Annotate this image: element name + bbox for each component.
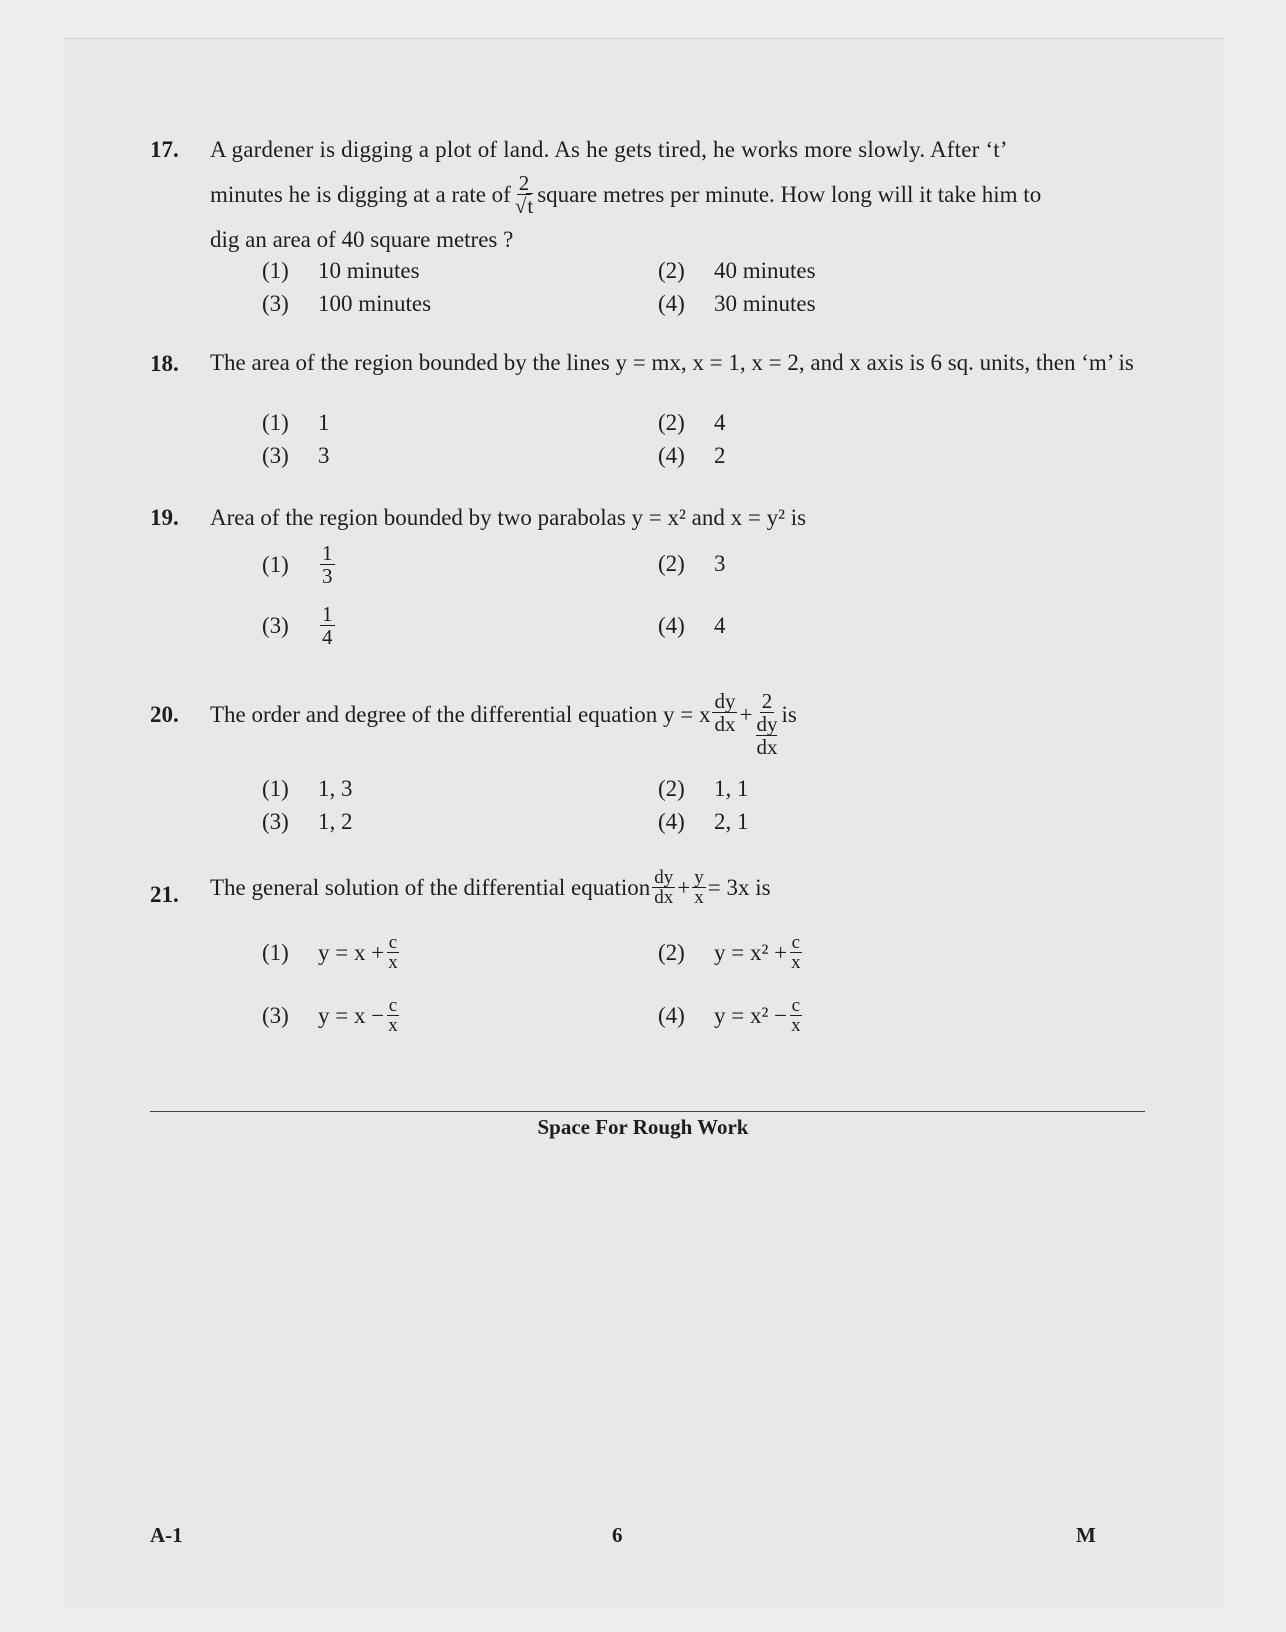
rough-work-label: Space For Rough Work (537, 1115, 749, 1139)
question-text: square metres per minute. How long will it take him to (537, 182, 1042, 207)
question-number: 18. (150, 351, 179, 376)
option-2[interactable]: (2) 1, 1 (658, 776, 749, 801)
question-text: minutes he is digging at a rate of (210, 182, 511, 207)
question-text: A gardener is digging a plot of land. As he gets tired, he works more slowly. After ‘t’ (210, 137, 1008, 162)
option-2[interactable]: (2) 40 minutes (658, 258, 816, 283)
option-1[interactable]: (1) 10 minutes (262, 258, 420, 283)
compound-fraction: 2 dy dx (756, 689, 778, 759)
option-2[interactable]: (2) y = x² + $\frac{c}{x}$ (658, 932, 801, 973)
option-4[interactable]: (4) 2 (658, 443, 726, 468)
option-1[interactable]: (1) $\frac{1}{3}$ (262, 541, 333, 588)
option-1[interactable]: (1) 1, 3 (262, 776, 353, 801)
option-1[interactable]: (1) 1 (262, 410, 330, 435)
option-3[interactable]: (3) $\frac{1}{4}$ (262, 602, 333, 649)
option-2[interactable]: (2) 3 (658, 551, 726, 576)
question-text: = 3x is (707, 875, 771, 900)
option-4[interactable]: (4) 2, 1 (658, 809, 749, 834)
footer-series: M (1076, 1523, 1096, 1547)
question-text: is (781, 702, 797, 727)
page-number: 6 (612, 1523, 623, 1547)
plus-sign: + (739, 702, 753, 727)
plus-sign: + (677, 875, 691, 900)
option-4[interactable]: (4) 30 minutes (658, 291, 816, 316)
rate-fraction: $\frac{2}{√t}$ (514, 171, 534, 218)
question-number: 20. (150, 702, 179, 727)
derivative-fraction: $\frac{dy}{dx}$ (654, 867, 674, 908)
option-2[interactable]: (2) 4 (658, 410, 726, 435)
y-over-x-fraction: $\frac{y}{x}$ (694, 867, 704, 908)
option-3[interactable]: (3) 1, 2 (262, 809, 353, 834)
question-text: dig an area of 40 square metres ? (210, 227, 514, 252)
option-3[interactable]: (3) y = x − $\frac{c}{x}$ (262, 995, 398, 1036)
question-text: The order and degree of the differential equation y = x (210, 702, 711, 727)
option-3[interactable]: (3) 3 (262, 443, 330, 468)
option-1[interactable]: (1) y = x + $\frac{c}{x}$ (262, 932, 398, 973)
question-text: Area of the region bounded by two parabolas y = x² and x = y² is (210, 505, 807, 530)
option-4[interactable]: (4) 4 (658, 613, 726, 638)
derivative-fraction: $\frac{dy}{dx}$ (714, 689, 736, 736)
question-number: 19. (150, 505, 179, 530)
option-3[interactable]: (3) 100 minutes (262, 291, 432, 316)
question-text: The general solution of the differential equation (210, 875, 651, 900)
footer-code: A-1 (150, 1523, 183, 1547)
rough-work-divider (150, 1111, 1145, 1112)
question-text: The area of the region bounded by the lines y = mx, x = 1, x = 2, and x axis is 6 sq. units, then ‘m’ is (210, 350, 1134, 375)
page-sheet (64, 38, 1224, 1609)
question-number: 21. (150, 882, 179, 907)
question-number: 17. (150, 137, 179, 162)
option-4[interactable]: (4) y = x² − $\frac{c}{x}$ (658, 995, 801, 1036)
